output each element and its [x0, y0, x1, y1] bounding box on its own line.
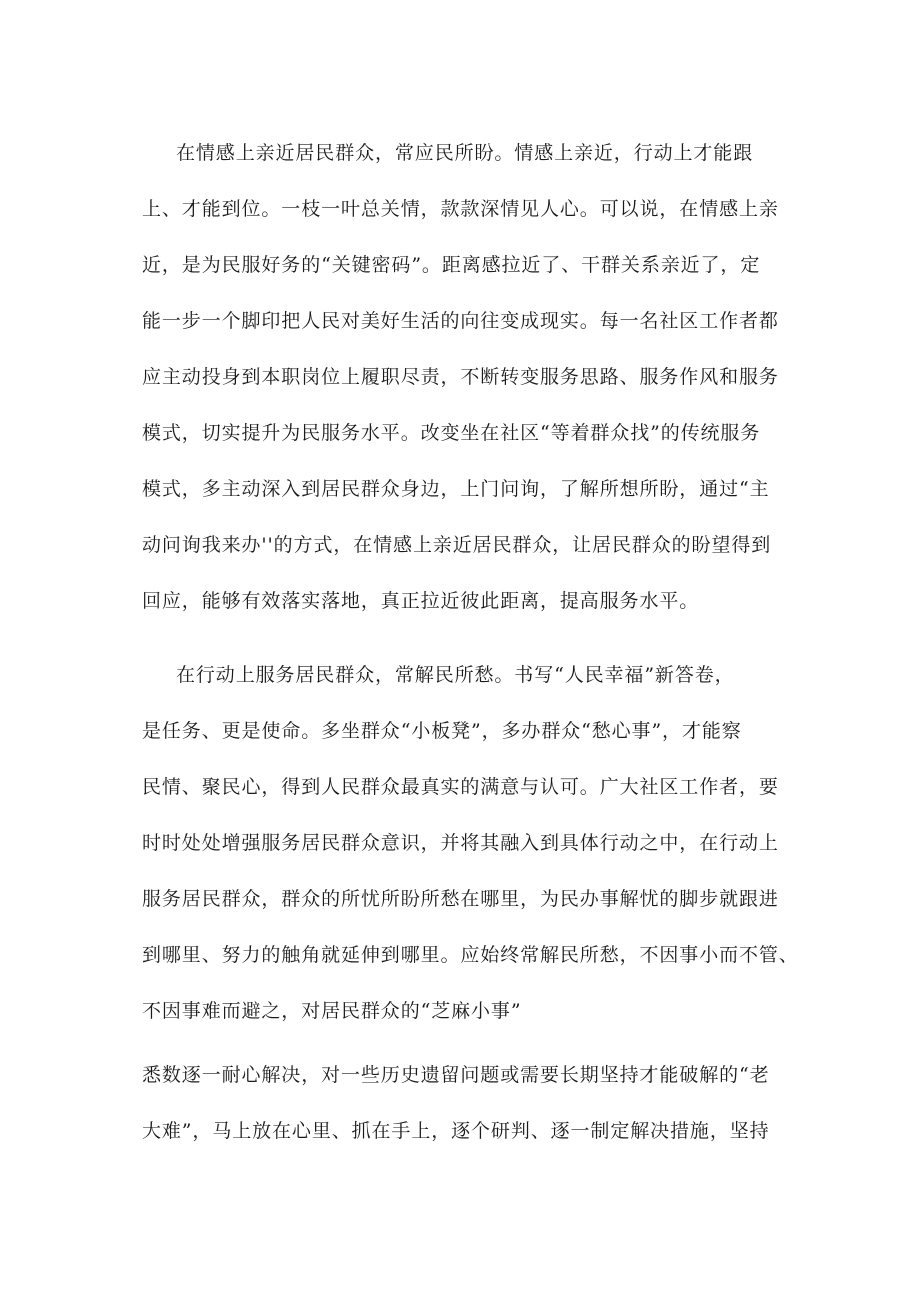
text-line: 到哪里、努力的触角就延伸到哪里。应始终常解民所愁，不因事小而不管、	[142, 944, 799, 966]
text-line: 能一步一个脚印把人民对美好生活的向往变成现实。每一名社区工作者都	[142, 310, 779, 332]
text-line: 大难”，马上放在心里、抓在手上，逐个研判、逐一制定解决措施，坚持	[142, 1120, 770, 1142]
text-line: 不因事难而避之，对居民群众的“芝麻小事”	[142, 1000, 522, 1022]
text-line: 民情、聚民心，得到人民群众最真实的满意与认可。广大社区工作者，要	[142, 776, 779, 798]
text-line: 时时处处增强服务居民群众意识，并将其融入到具体行动之中，在行动上	[142, 832, 779, 854]
text-line: 在情感上亲近居民群众，常应民所盼。情感上亲近，行动上才能跟	[176, 142, 754, 164]
text-line: 服务居民群众，群众的所忧所盼所愁在哪里，为民办事解忧的脚步就跟进	[142, 888, 779, 910]
text-line: 模式，多主动深入到居民群众身边，上门问询，了解所想所盼，通过“主	[142, 478, 770, 500]
text-line: 悉数逐一耐心解决，对一些历史遗留问题或需要长期坚持才能破解的“老	[142, 1064, 770, 1086]
text-line: 上、才能到位。一枝一叶总关情，款款深情见人心。可以说，在情感上亲	[142, 198, 779, 220]
text-line: 是任务、更是使命。多坐群众“小板凳”，多办群众“愁心事”，才能察	[142, 720, 742, 742]
text-line: 动问询我来办''的方式，在情感上亲近居民群众，让居民群众的盼望得到	[142, 534, 772, 556]
text-line: 应主动投身到本职岗位上履职尽责，不断转变服务思路、服务作风和服务	[142, 366, 779, 388]
text-line: 近，是为民服好务的“关键密码”。距离感拉近了、干群关系亲近了，定	[142, 254, 761, 276]
text-line: 模式，切实提升为民服务水平。改变坐在社区“等着群众找”的传统服务	[142, 422, 761, 444]
text-line: 回应，能够有效落实落地，真正拉近彼此距离，提高服务水平。	[142, 590, 700, 612]
text-line: 在行动上服务居民群众，常解民所愁。书写“人民幸福”新答卷，	[176, 664, 735, 686]
